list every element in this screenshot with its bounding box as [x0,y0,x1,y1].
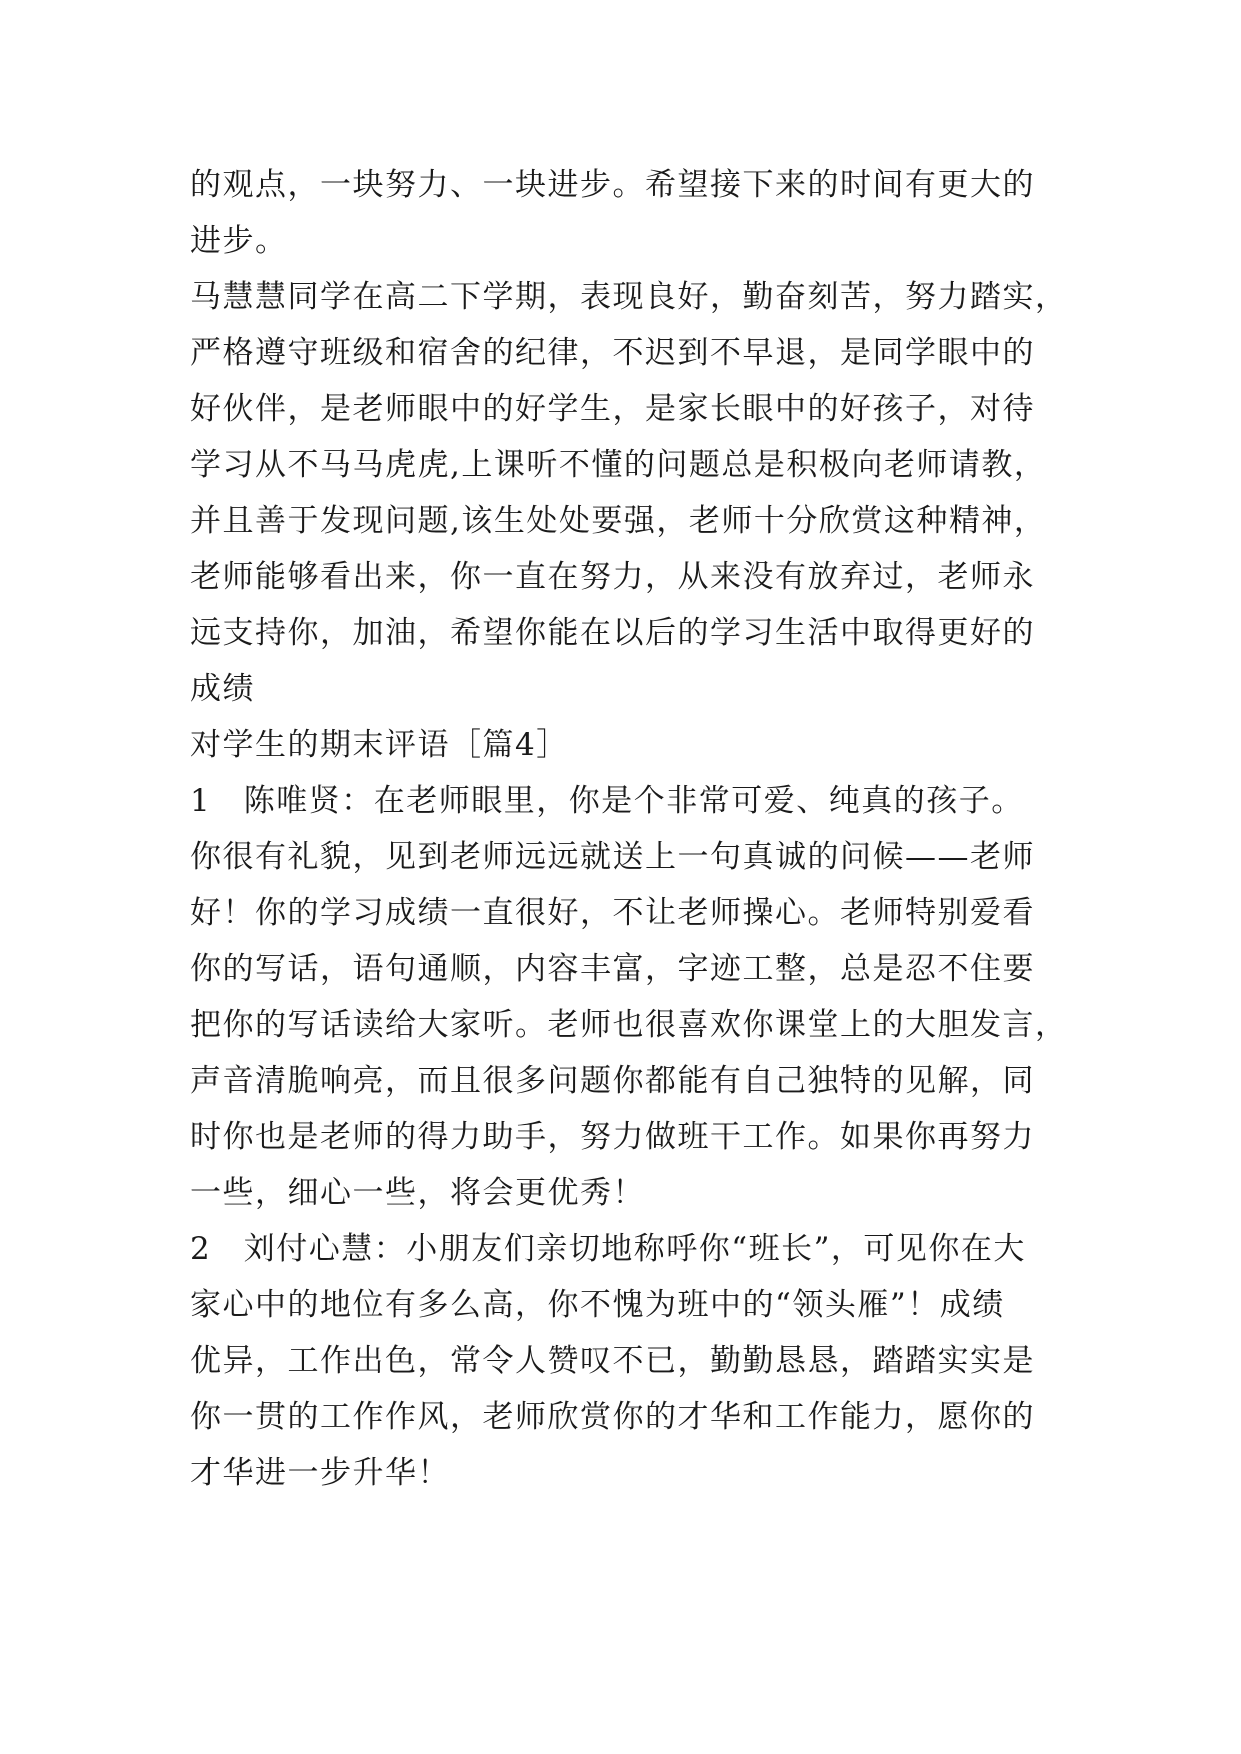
text-line: 你一贯的工作作风，老师欣赏你的才华和工作能力，愿你的 [190,1399,1035,1435]
text-line: 老师能够看出来，你一直在努力，从来没有放弃过，老师永 [190,559,1035,595]
text-line: 你的写话，语句通顺，内容丰富，字迹工整，总是忍不住要 [190,951,1035,987]
text-line: 才华进一步升华！ [190,1455,450,1491]
section-heading: 对学生的期末评语［篇4］ [190,727,569,763]
text-line: 好！你的学习成绩一直很好，不让老师操心。老师特别爱看 [190,895,1035,931]
text-line: 2 刘付心慧：小朋友们亲切地称呼你“班长”，可见你在大 [190,1231,1026,1267]
text-line: 声音清脆响亮，而且很多问题你都能有自己独特的见解，同 [190,1063,1035,1099]
text-line: 把你的写话读给大家听。老师也很喜欢你课堂上的大胆发言， [190,1007,1068,1043]
text-line: 优异，工作出色，常令人赞叹不已，勤勤恳恳，踏踏实实是 [190,1343,1035,1379]
text-line: 成绩 [190,671,255,707]
text-line: 时你也是老师的得力助手，努力做班干工作。如果你再努力 [190,1119,1035,1155]
text-line: 学习从不马马虎虎,上课听不懂的问题总是积极向老师请教， [190,447,1047,483]
text-line: 远支持你，加油，希望你能在以后的学习生活中取得更好的 [190,615,1035,651]
text-line: 一些，细心一些，将会更优秀！ [190,1175,645,1211]
text-line: 并且善于发现问题,该生处处要强，老师十分欣赏这种精神， [190,503,1047,539]
text-line: 进步。 [190,223,288,259]
text-line: 的观点，一块努力、一块进步。希望接下来的时间有更大的 [190,167,1035,203]
text-line: 你很有礼貌，见到老师远远就送上一句真诚的问候——老师 [190,839,1035,875]
text-line: 家心中的地位有多么高，你不愧为班中的“领头雁”！成绩 [190,1287,1005,1323]
text-line: 1 陈唯贤：在老师眼里，你是个非常可爱、纯真的孩子。 [190,783,1024,819]
text-line: 严格遵守班级和宿舍的纪律，不迟到不早退，是同学眼中的 [190,335,1035,371]
text-line: 马慧慧同学在高二下学期，表现良好，勤奋刻苦，努力踏实， [190,279,1068,315]
text-line: 好伙伴，是老师眼中的好学生，是家长眼中的好孩子，对待 [190,391,1035,427]
